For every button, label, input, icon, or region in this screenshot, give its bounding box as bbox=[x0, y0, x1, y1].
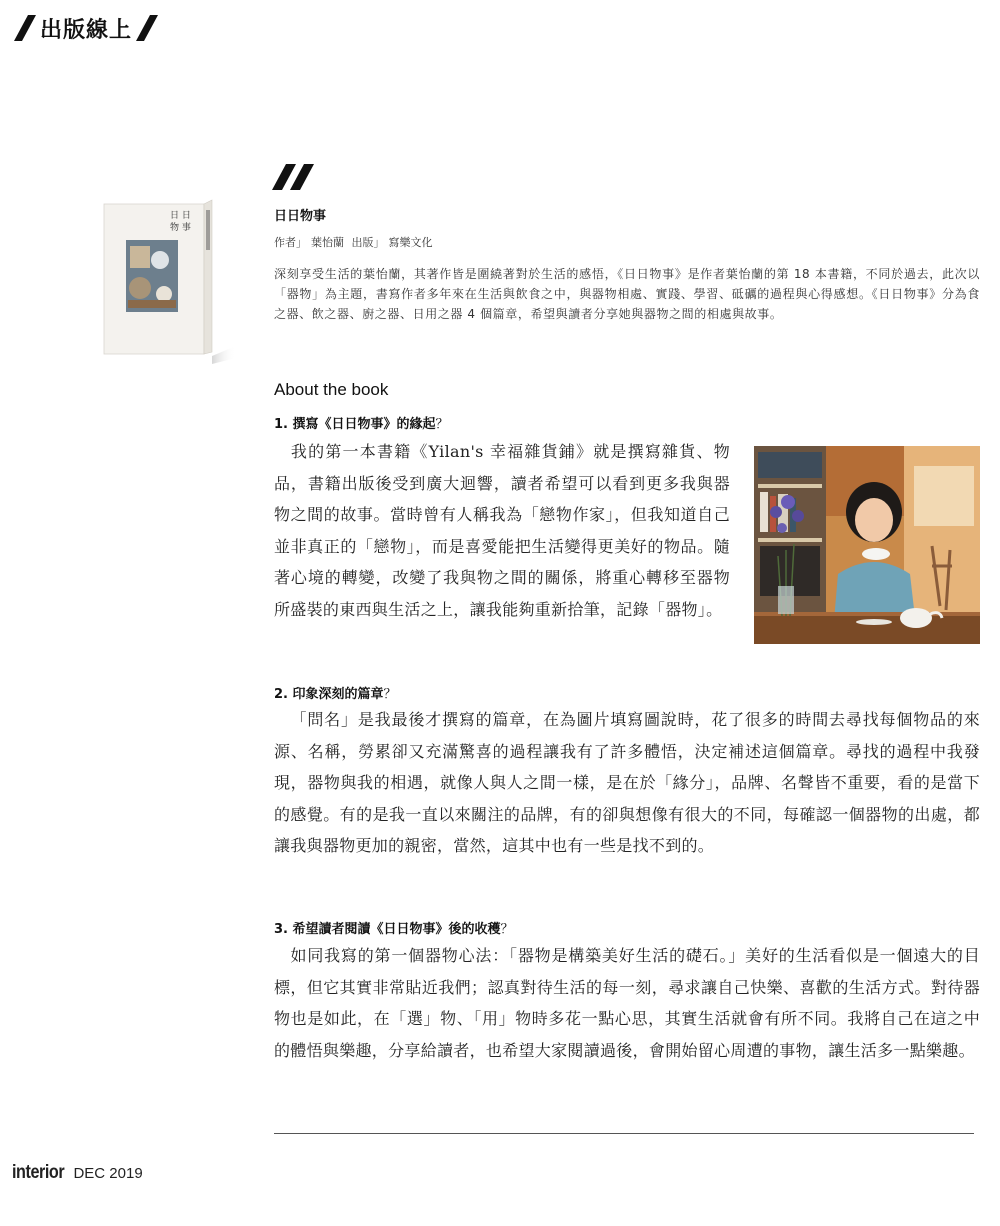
slash-icon bbox=[12, 13, 38, 43]
book-summary: 深刻享受生活的葉怡蘭，其著作皆是圍繞著對於生活的感悟，《日日物事》是作者葉怡蘭的第 18 本書籍，不同於過去，此次以「器物」為主題，書寫作者多年來在生活與飲食之中，與器物相處、實踐、學習、砥礪的過程與心得感想。《日日物事》分為食之器、飲之器、廚之器、日用之器 4 個篇章，希望與讀者分享她與器物之間的相處與故事。 bbox=[274, 267, 980, 321]
publisher-label: 出版」 bbox=[351, 236, 385, 249]
book-credits bbox=[274, 234, 437, 250]
book-cover-image bbox=[100, 196, 240, 366]
double-slash-icon bbox=[270, 162, 322, 192]
slash-icon bbox=[134, 13, 160, 43]
question-heading: 1. 撰寫《日日物事》的緣起？ bbox=[274, 417, 449, 432]
author-photo bbox=[754, 446, 980, 644]
question-answer: 如同我寫的第一個器物心法：「器物是構築美好生活的礎石。」美好的生活看似是一個遠大的目標，但它其實非常貼近我們；認真對待生活的每一刻，尋求讓自己快樂、喜歡的生活方式。對待器物也是如此，在「選」物、「用」物時多花一點心思，其實生活就會有所不同。我將自己在這之中的體悟與樂趣，分享給讀者，也希望大家閱讀過後，會開始留心周遭的事物，讓生活多一點樂趣。 bbox=[274, 946, 980, 1060]
author-label: 作者」 bbox=[274, 236, 307, 249]
section-tag bbox=[12, 12, 160, 44]
publisher-name: 寫樂文化 bbox=[388, 236, 433, 249]
footer-divider bbox=[274, 1133, 974, 1134]
author-name: 葉怡蘭 bbox=[311, 236, 344, 249]
footer bbox=[12, 1162, 143, 1184]
cover-title-text: 日 日 bbox=[170, 211, 191, 221]
book-title: 日日物事 bbox=[274, 209, 327, 224]
issue-date: DEC 2019 bbox=[73, 1165, 143, 1182]
question-answer: 「問名」是我最後才撰寫的篇章，在為圖片填寫圖說時，花了很多的時間去尋找每個物品的來源、名稱，勞累卻又充滿驚喜的過程讓我有了許多體悟，決定補述這個篇章。尋找的過程中我發現，器物與我的相遇，就像人與人之間一樣，是在於「緣分」，品牌、名聲皆不重要，看的是當下的感覺。有的是我一直以來關注的品牌，有的卻與想像有很大的不同，每確認一個器物的出處，都讓我與器物更加的親密，當然，這其中也有一些是找不到的。 bbox=[274, 710, 980, 855]
section-title: 出版線上 bbox=[40, 17, 133, 43]
svg-text:物 事: 物 事 bbox=[170, 223, 191, 233]
about-heading: About the book bbox=[274, 380, 389, 399]
question-answer: 我的第一本書籍《Yilan's 幸福雜貨鋪》就是撰寫雜貨、物品，書籍出版後受到廣大迴響，讀者希望可以看到更多我與器物之間的故事。當時曾有人稱我為「戀物作家」，但我知道自己並非真正的「戀物」，而是喜愛能把生活變得更美好的物品。隨著心境的轉變，改變了我與物之間的關係，將重心轉移至器物所盛裝的東西與生活之上，讓我能夠重新拾筆，記錄「器物」。 bbox=[274, 442, 730, 619]
magazine-logo: interior bbox=[12, 1162, 65, 1183]
question-heading: 3. 希望讀者閱讀《日日物事》後的收穫？ bbox=[274, 922, 514, 937]
question-heading: 2. 印象深刻的篇章？ bbox=[274, 687, 397, 702]
